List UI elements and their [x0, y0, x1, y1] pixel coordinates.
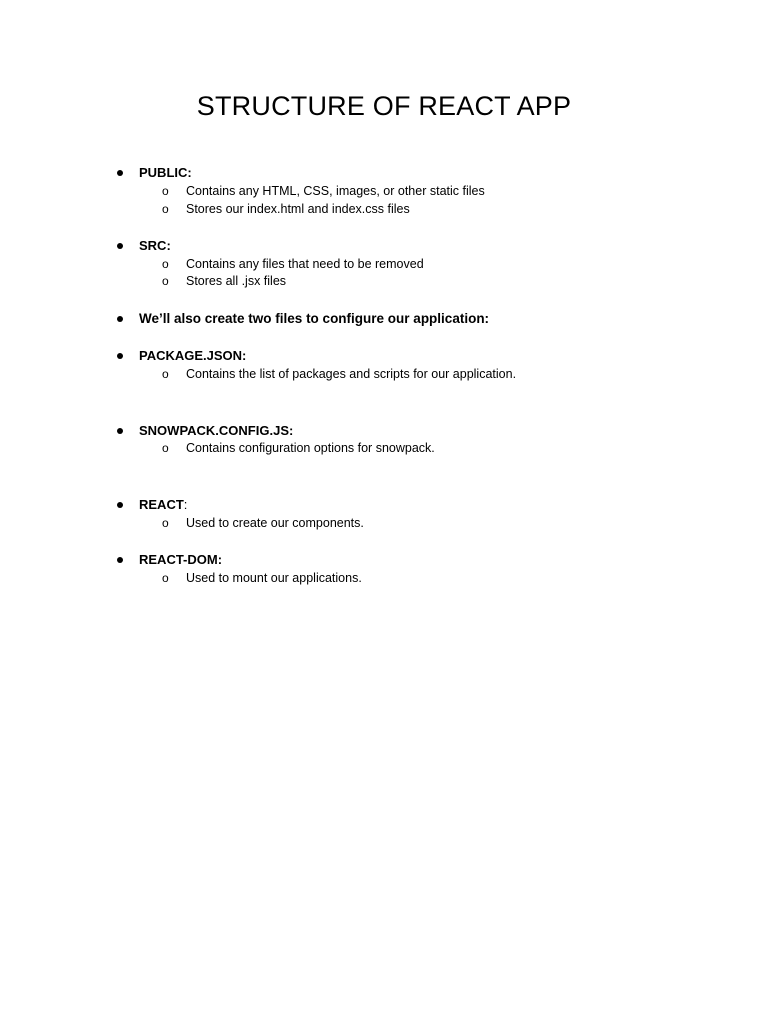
sub-item-text: Contains the list of packages and scripts for our application.	[186, 367, 517, 381]
sub-list-item	[0, 255, 768, 273]
sub-bullet-icon: o	[162, 516, 169, 530]
sub-list-item	[0, 182, 768, 200]
bullet-icon	[117, 557, 123, 563]
sub-list-item	[0, 272, 768, 290]
section-heading: PUBLIC:	[139, 165, 192, 180]
sub-item-text: Contains configuration options for snowpack.	[186, 441, 435, 455]
sub-bullet-icon: o	[162, 367, 169, 381]
section-heading: We’ll also create two files to configure our application:	[139, 311, 490, 326]
bullet-icon	[117, 170, 123, 176]
bullet-icon	[117, 316, 123, 322]
sub-list-item	[0, 514, 768, 532]
section-heading: SNOWPACK.CONFIG.JS:	[139, 423, 294, 438]
bullet-icon	[117, 502, 123, 508]
sub-bullet-icon: o	[162, 274, 169, 288]
sub-bullet-icon: o	[162, 257, 169, 271]
section-heading: SRC:	[139, 238, 171, 253]
section-heading: PACKAGE.JSON:	[139, 348, 247, 363]
sub-item-text: Contains any files that need to be removed	[186, 257, 424, 271]
page-title: STRUCTURE OF REACT APP	[196, 91, 572, 121]
sub-item-text: Used to create our components.	[186, 516, 364, 530]
bullet-icon	[117, 353, 123, 359]
sub-item-text: Stores our index.html and index.css files	[186, 202, 410, 216]
section-heading-main: REACT	[139, 497, 184, 512]
sub-item-text: Contains any HTML, CSS, images, or other static files	[186, 184, 485, 198]
sub-list-item	[0, 439, 768, 457]
sub-bullet-icon: o	[162, 202, 169, 216]
sub-bullet-icon: o	[162, 441, 169, 455]
bullet-icon	[117, 243, 123, 249]
sub-item-text: Used to mount our applications.	[186, 571, 362, 585]
bullet-icon	[117, 428, 123, 434]
section-heading-suffix: :	[183, 497, 188, 512]
sub-bullet-icon: o	[162, 184, 169, 198]
sub-item-text: Stores all .jsx files	[186, 274, 287, 288]
sub-bullet-icon: o	[162, 571, 169, 585]
sub-list-item	[0, 200, 768, 218]
section-heading	[139, 496, 187, 514]
sub-list-item	[0, 365, 768, 383]
section-heading: REACT-DOM:	[139, 552, 223, 567]
sub-list-item	[0, 569, 768, 587]
